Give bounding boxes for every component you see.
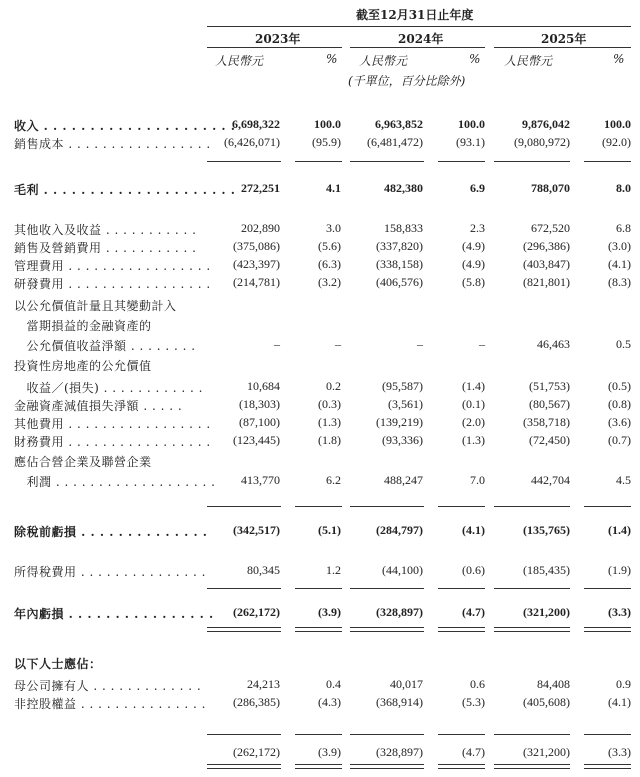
row-value: 7.0 [470, 473, 485, 487]
row-value: 9,876,042 [522, 117, 570, 131]
row-value: 100.0 [458, 117, 485, 131]
row-label: 研發費用 . . . . . . . . . . . . . . . . . [14, 277, 211, 291]
row-value: (262,172) [233, 745, 280, 759]
row-value: 3.0 [326, 221, 341, 235]
row-value: 80,345 [247, 563, 280, 577]
subtotal-rule [207, 506, 281, 507]
row-label: 銷售及營銷費用 . . . . . . . . . . . [14, 241, 197, 255]
row-value: 100.0 [314, 117, 341, 131]
row-value: 84,408 [537, 677, 570, 691]
row-value: 0.9 [616, 677, 631, 691]
subtotal-rule [350, 506, 424, 507]
year-rule-2025 [494, 47, 631, 48]
row-label: 應佔合營企業及聯營企業 [14, 455, 152, 469]
subtotal-rule [494, 506, 570, 507]
row-value: (0.5) [608, 379, 631, 393]
row-value: 100.0 [604, 117, 631, 131]
percent-2025: % [613, 52, 625, 66]
row-value: (6.3) [318, 257, 341, 271]
row-value: 6.2 [326, 473, 341, 487]
row-value: (44,100) [382, 563, 423, 577]
row-value: – [479, 337, 485, 351]
row-value: (1.4) [608, 523, 631, 537]
row-value: (123,445) [233, 433, 280, 447]
subtotal-rule [438, 161, 485, 162]
row-value: – [274, 337, 280, 351]
subtotal-rule [438, 734, 485, 735]
row-value: 0.6 [470, 677, 485, 691]
subtotal-rule [584, 506, 631, 507]
row-value: (1.3) [318, 415, 341, 429]
row-value: (4.1) [462, 523, 485, 537]
row-value: (0.7) [608, 433, 631, 447]
row-label: 其他收入及收益 . . . . . . . . . . . [14, 223, 197, 237]
row-value: 46,463 [537, 337, 570, 351]
subtotal-rule [494, 588, 570, 589]
row-value: 8.0 [616, 181, 631, 195]
row-value: 0.2 [326, 379, 341, 393]
row-value: 0.4 [326, 677, 341, 691]
row-value: 6.8 [616, 221, 631, 235]
row-value: (6,426,071) [224, 135, 280, 149]
row-value: (4.3) [318, 695, 341, 709]
row-label: 母公司擁有人 . . . . . . . . . . . . . [14, 679, 202, 693]
subtotal-rule [584, 161, 631, 162]
row-value: (8.3) [608, 275, 631, 289]
row-label: 非控股權益 . . . . . . . . . . . . . . . [14, 697, 206, 711]
row-value: (286,385) [233, 695, 280, 709]
row-value: (0.6) [462, 563, 485, 577]
total-double-rule [350, 764, 424, 769]
row-value: 413,770 [241, 473, 280, 487]
row-value: 158,833 [384, 221, 423, 235]
row-value: (821,801) [523, 275, 570, 289]
row-value: (338,158) [376, 257, 423, 271]
total-double-rule [350, 627, 424, 632]
row-value: (4.7) [462, 605, 485, 619]
row-value: (4.1) [608, 257, 631, 271]
row-label: 投資性房地產的公允價值 [14, 359, 152, 373]
row-value: 6,698,322 [232, 117, 280, 131]
row-value: (3.9) [318, 605, 341, 619]
subtotal-rule [295, 506, 342, 507]
row-value: (1.8) [318, 433, 341, 447]
currency-2023: 人民幣元 [215, 54, 264, 68]
row-value: 4.5 [616, 473, 631, 487]
subtotal-rule [350, 588, 424, 589]
row-value: (321,200) [523, 605, 570, 619]
subtotal-rule [438, 506, 485, 507]
row-label: 以下人士應佔： [14, 657, 102, 671]
subtotal-rule [584, 588, 631, 589]
subtotal-rule [438, 588, 485, 589]
header-rule [207, 26, 631, 27]
row-value: (2.0) [462, 415, 485, 429]
total-double-rule [494, 764, 570, 769]
percent-2023: % [326, 52, 338, 66]
row-value: (3.3) [608, 605, 631, 619]
row-value: (5.1) [318, 523, 341, 537]
row-label: 金融資產減值損失淨額 . . . . . [14, 399, 183, 413]
percent-2024: % [469, 52, 481, 66]
currency-2024: 人民幣元 [359, 54, 408, 68]
row-label: 其他費用 . . . . . . . . . . . . . . . . . [14, 417, 211, 431]
total-double-rule [584, 764, 631, 769]
row-value: (4.9) [462, 239, 485, 253]
row-value: (262,172) [233, 605, 280, 619]
row-value: (80,567) [529, 397, 570, 411]
row-value: (4.7) [462, 745, 485, 759]
row-value: 672,520 [531, 221, 570, 235]
subtotal-rule [295, 588, 342, 589]
subtotal-rule [584, 734, 631, 735]
row-label: 利潤 . . . . . . . . . . . . . . . . . . . [14, 475, 216, 489]
row-value: (139,219) [376, 415, 423, 429]
total-double-rule [295, 764, 342, 769]
row-value: (5.8) [462, 275, 485, 289]
row-value: 24,213 [247, 677, 280, 691]
row-value: – [335, 337, 341, 351]
row-label: 收入 . . . . . . . . . . . . . . . . . . . . . [14, 119, 236, 133]
row-value: 2.3 [470, 221, 485, 235]
row-value: (87,100) [239, 415, 280, 429]
row-label: 管理費用 . . . . . . . . . . . . . . . . . [14, 259, 211, 273]
row-value: (296,386) [523, 239, 570, 253]
total-double-rule [438, 627, 485, 632]
row-value: (328,897) [376, 745, 423, 759]
row-value: (375,086) [233, 239, 280, 253]
row-value: (4.9) [462, 257, 485, 271]
subtotal-rule [494, 161, 570, 162]
row-label: 收益／(損失) . . . . . . . . . . . . [14, 381, 203, 395]
row-value: 0.5 [616, 337, 631, 351]
subtotal-rule [295, 161, 342, 162]
row-value: (4.1) [608, 695, 631, 709]
row-value: (368,914) [376, 695, 423, 709]
row-label: 除稅前虧損 . . . . . . . . . . . . . . [14, 525, 208, 539]
row-label: 財務費用 . . . . . . . . . . . . . . . . . [14, 435, 211, 449]
row-value: (214,781) [233, 275, 280, 289]
period-heading: 截至12月31日止年度 [356, 8, 474, 22]
row-value: (185,435) [523, 563, 570, 577]
row-value: (9,080,972) [514, 135, 570, 149]
row-value: 788,070 [531, 181, 570, 195]
year-2025: 2025年 [541, 32, 587, 46]
row-value: (403,847) [523, 257, 570, 271]
row-label: 所得稅費用 . . . . . . . . . . . . . . . [14, 565, 206, 579]
row-value: (406,576) [376, 275, 423, 289]
unit-note: (千單位，百分比除外) [348, 74, 466, 88]
row-value: (5.6) [318, 239, 341, 253]
row-value: (1.3) [462, 433, 485, 447]
row-value: 272,251 [241, 181, 280, 195]
subtotal-rule [207, 734, 281, 735]
subtotal-rule [207, 161, 281, 162]
row-value: 6,963,852 [375, 117, 423, 131]
row-value: (93,336) [382, 433, 423, 447]
row-value: 442,704 [531, 473, 570, 487]
row-value: 1.2 [326, 563, 341, 577]
row-value: (5.3) [462, 695, 485, 709]
total-double-rule [584, 627, 631, 632]
row-value: (3.6) [608, 415, 631, 429]
row-value: (18,303) [239, 397, 280, 411]
row-value: (72,450) [529, 433, 570, 447]
row-value: (342,517) [233, 523, 280, 537]
currency-2025: 人民幣元 [504, 54, 553, 68]
row-value: 40,017 [390, 677, 423, 691]
row-value: (3.0) [608, 239, 631, 253]
row-value: (95.9) [312, 135, 341, 149]
row-label: 毛利 . . . . . . . . . . . . . . . . . . . . . [14, 183, 236, 197]
row-label: 年內虧損 . . . . . . . . . . . . . . . . [14, 607, 214, 621]
year-rule-2023 [207, 47, 342, 48]
row-value: 202,890 [241, 221, 280, 235]
total-double-rule [207, 627, 281, 632]
row-value: 4.1 [326, 181, 341, 195]
total-double-rule [207, 764, 281, 769]
row-value: (0.8) [608, 397, 631, 411]
row-value: (1.9) [608, 563, 631, 577]
row-value: – [417, 337, 423, 351]
row-value: (3,561) [388, 397, 423, 411]
row-value: (3.2) [318, 275, 341, 289]
row-value: (1.4) [462, 379, 485, 393]
row-value: (93.1) [456, 135, 485, 149]
row-value: (423,397) [233, 257, 280, 271]
row-value: 482,380 [384, 181, 423, 195]
year-2024: 2024年 [398, 32, 444, 46]
row-value: (337,820) [376, 239, 423, 253]
subtotal-rule [295, 734, 342, 735]
subtotal-rule [207, 588, 281, 589]
row-value: (405,608) [523, 695, 570, 709]
year-2023: 2023年 [255, 32, 301, 46]
row-value: (0.1) [462, 397, 485, 411]
total-double-rule [295, 627, 342, 632]
row-value: (0.3) [318, 397, 341, 411]
row-value: 488,247 [384, 473, 423, 487]
row-value: (92.0) [602, 135, 631, 149]
row-value: (3.3) [608, 745, 631, 759]
row-label: 銷售成本 . . . . . . . . . . . . . . . . . [14, 137, 211, 151]
row-value: 6.9 [470, 181, 485, 195]
row-value: (51,753) [529, 379, 570, 393]
row-label: 以公允價值計量且其變動計入 [14, 299, 177, 313]
row-value: (358,718) [523, 415, 570, 429]
row-value: (328,897) [376, 605, 423, 619]
row-value: 10,684 [247, 379, 280, 393]
row-value: (135,765) [523, 523, 570, 537]
row-value: (321,200) [523, 745, 570, 759]
subtotal-rule [350, 161, 424, 162]
row-label: 當期損益的金融資產的 [14, 319, 152, 333]
row-value: (3.9) [318, 745, 341, 759]
subtotal-rule [494, 734, 570, 735]
row-value: (284,797) [376, 523, 423, 537]
total-double-rule [494, 627, 570, 632]
total-double-rule [438, 764, 485, 769]
row-value: (95,587) [382, 379, 423, 393]
row-value: (6,481,472) [367, 135, 423, 149]
row-label: 公允價值收益淨額 . . . . . . . . [14, 339, 196, 353]
subtotal-rule [350, 734, 424, 735]
year-rule-2024 [350, 47, 485, 48]
